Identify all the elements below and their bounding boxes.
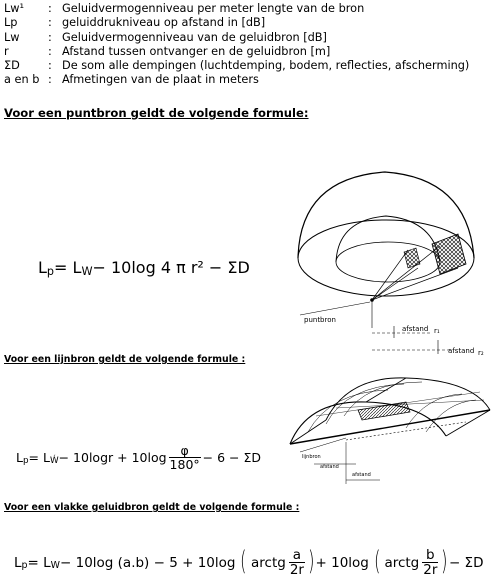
arctg-label: arctg xyxy=(384,554,420,571)
definition-colon: : xyxy=(48,30,52,44)
definition-row xyxy=(4,16,496,30)
formula-lp-sub: p xyxy=(21,560,28,572)
label-afstand-1: afstand xyxy=(320,464,339,470)
definition-row xyxy=(4,2,496,16)
definition-row xyxy=(4,73,496,87)
definition-row xyxy=(4,31,496,45)
definition-text: Geluidvermogenniveau per meter lengte van de bron xyxy=(62,2,365,15)
open-paren: ( xyxy=(374,545,381,577)
arctg-label: arctg xyxy=(251,554,286,571)
definition-colon: : xyxy=(48,2,52,15)
formula-lw-sub: Ẃ xyxy=(49,455,59,466)
formula-logr: − 10logr + 10log xyxy=(58,450,167,466)
definition-row xyxy=(4,45,496,59)
definition-symbol: a en b xyxy=(4,73,40,87)
fraction-numerator: b xyxy=(426,547,435,563)
formula-lp: L xyxy=(16,450,23,466)
close-paren: ) xyxy=(441,545,448,577)
svg-text:r₂: r₂ xyxy=(478,349,484,357)
label-puntbron: puntbron xyxy=(304,316,336,324)
fraction-denominator: 180° xyxy=(169,457,200,473)
definition-text: Afstand tussen ontvanger en de geluidbron [m] xyxy=(62,44,331,58)
line-source-heading: Voor een lijnbron geldt de volgende formule : xyxy=(4,354,246,365)
point-source-heading: Voor een puntbron geldt de volgende formule: xyxy=(4,106,309,120)
formula-lw: = L xyxy=(28,450,50,466)
line-source-cylinder-figure xyxy=(286,372,496,492)
fraction-numerator: a xyxy=(292,547,302,563)
formula-rest: − ΣD xyxy=(448,554,484,571)
definition-text: De som alle dempingen (luchtdemping, bodem, reflecties, afscherming) xyxy=(62,59,470,73)
a-fraction xyxy=(289,548,305,577)
formula-ab: − 10log (a.b) − 5 + 10log xyxy=(60,554,236,571)
point-source-formula xyxy=(38,258,250,277)
definition-text: Afmetingen van de plaat in meters xyxy=(62,73,259,87)
formula-lp-sub: p xyxy=(46,264,55,278)
definition-colon: : xyxy=(48,44,52,58)
definition-colon: : xyxy=(48,16,52,30)
definition-colon: : xyxy=(48,59,52,73)
point-source-hemisphere-figure xyxy=(290,150,490,360)
definition-colon: : xyxy=(48,73,52,87)
label-afstand-2: afstand xyxy=(352,472,371,478)
close-paren: ) xyxy=(308,545,315,577)
fraction-denominator: 2r xyxy=(423,562,438,579)
phi-fraction xyxy=(169,444,201,471)
definition-symbol: Lw xyxy=(4,30,20,44)
formula-plus-log: + 10log xyxy=(315,554,369,571)
formula-lw: = L xyxy=(54,258,82,277)
definition-symbol: ΣD xyxy=(4,59,20,73)
formula-lw: = L xyxy=(27,554,51,571)
definition-symbol: r xyxy=(4,44,9,58)
formula-lp-sub: p xyxy=(22,455,29,466)
fraction-denominator: 2r xyxy=(289,562,304,579)
label-afstand-r1: afstand xyxy=(402,325,429,333)
line-source-formula xyxy=(16,444,261,471)
formula-lw-sub: W xyxy=(81,264,93,278)
plane-source-formula xyxy=(14,545,484,579)
definitions-list xyxy=(4,2,496,88)
formula-rest: − 10log 4 π r² − ΣD xyxy=(92,258,250,277)
formula-lw-sub: W xyxy=(50,560,60,572)
definition-row xyxy=(4,59,496,73)
fraction-numerator: φ xyxy=(180,443,189,458)
definition-text: geluiddrukniveau op afstand in [dB] xyxy=(62,16,266,30)
plane-source-heading: Voor een vlakke geluidbron geldt de volgende formule : xyxy=(4,502,300,513)
svg-text:r₁: r₁ xyxy=(434,327,440,335)
open-paren: ( xyxy=(240,545,247,577)
formula-rest: − 6 − ΣD xyxy=(202,450,261,466)
b-fraction xyxy=(422,548,438,577)
label-lijnbron: lijnbron xyxy=(302,454,321,460)
label-afstand-r2: afstand xyxy=(448,347,475,355)
formula-lp: L xyxy=(14,554,22,571)
formula-lp: L xyxy=(38,258,47,277)
definition-symbol: Lp xyxy=(4,16,18,30)
definition-symbol: Lw¹ xyxy=(4,2,25,15)
definition-text: Geluidvermogenniveau van de geluidbron [dB] xyxy=(62,30,327,44)
